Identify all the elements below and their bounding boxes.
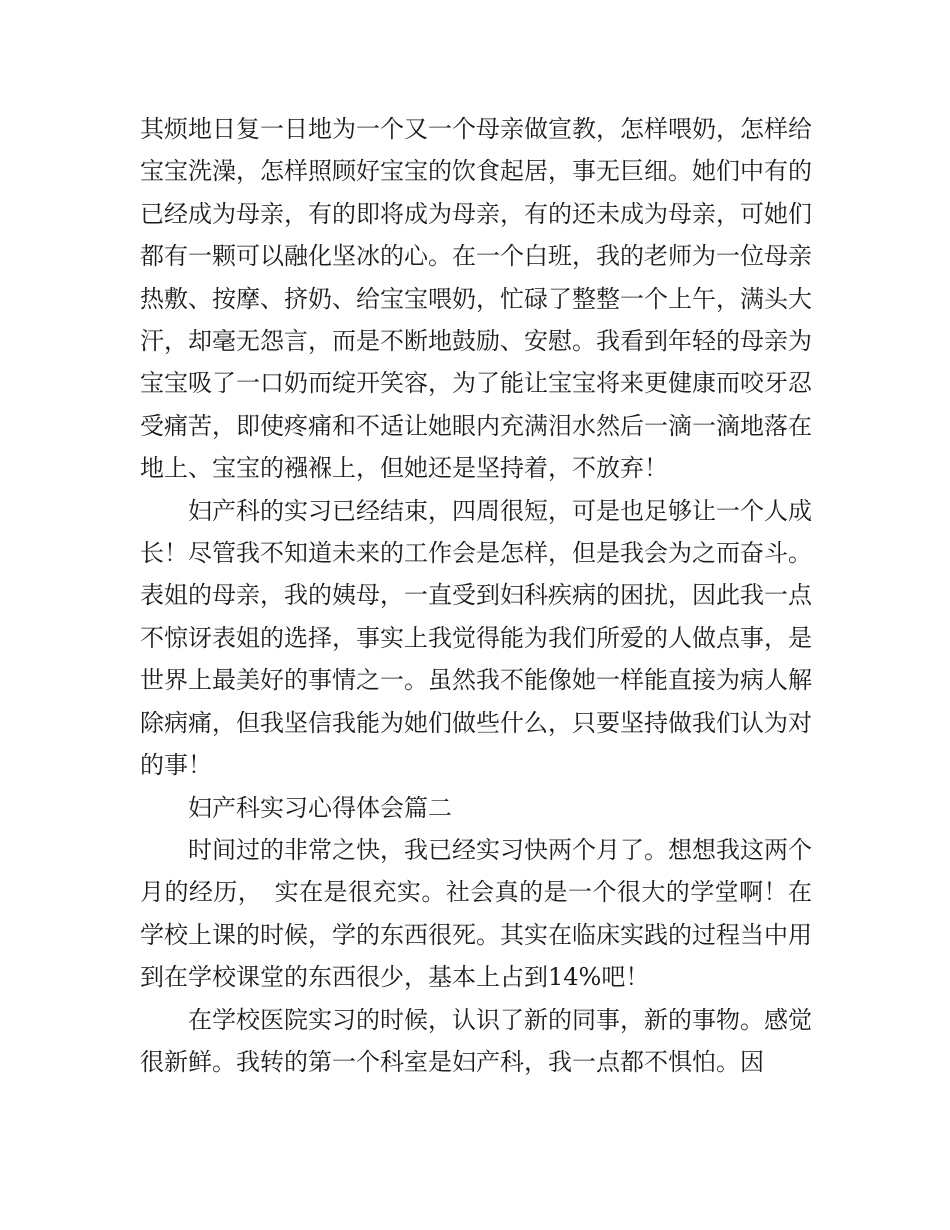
paragraph-4: 在学校医院实习的时候，认识了新的同事，新的事物。感觉很新鲜。我转的第一个科室是妇产科，我一点都不惧怕。因 (140, 1005, 812, 1076)
paragraph-1: 其烦地日复一日地为一个又一个母亲做宣教，怎样喂奶，怎样给宝宝洗澡，怎样照顾好宝宝的饮食起居，事无巨细。她们中有的已经成为母亲，有的即将成为母亲，有的还未成为母亲，可她们都有一颗可以融化坚冰的心。在一个白班，我的老师为一位母亲热敷、按摩、挤奶、给宝宝喂奶，忙碌了整整一个上午，满头大汗，却毫无怨言，而是不断地鼓励、安慰。我看到年轻的母亲为宝宝吸了一口奶而绽开笑容，为了能让宝宝将来更健康而咬牙忍受痛苦，即使疼痛和不适让她眼内充满泪水然后一滴一滴地落在地上、宝宝的襁褓上，但她还是坚持着，不放弃！ (140, 115, 812, 483)
paragraph-3: 时间过的非常之快，我已经实习快两个月了。想想我这两个月的经历， 实在是很充实。社会真的是一个很大的学堂啊！在学校上课的时候，学的东西很死。其实在临床实践的过程当中用到在学校课堂的东西很少，基本上占到14%吧！ (140, 835, 812, 992)
paragraph-2: 妇产科的实习已经结束，四周很短，可是也足够让一个人成长！尽管我不知道未来的工作会是怎样，但是我会为之而奋斗。表姐的母亲，我的姨母，一直受到妇科疾病的困扰，因此我一点不惊讶表姐的选择，事实上我觉得能为我们所爱的人做点事，是世界上最美好的事情之一。虽然我不能像她一样能直接为病人解除病痛，但我坚信我能为她们做些什么，只要坚持做我们认为对的事！ (140, 496, 812, 780)
document-body (140, 108, 812, 1083)
section-heading: 妇产科实习心得体会篇二 (188, 793, 452, 822)
